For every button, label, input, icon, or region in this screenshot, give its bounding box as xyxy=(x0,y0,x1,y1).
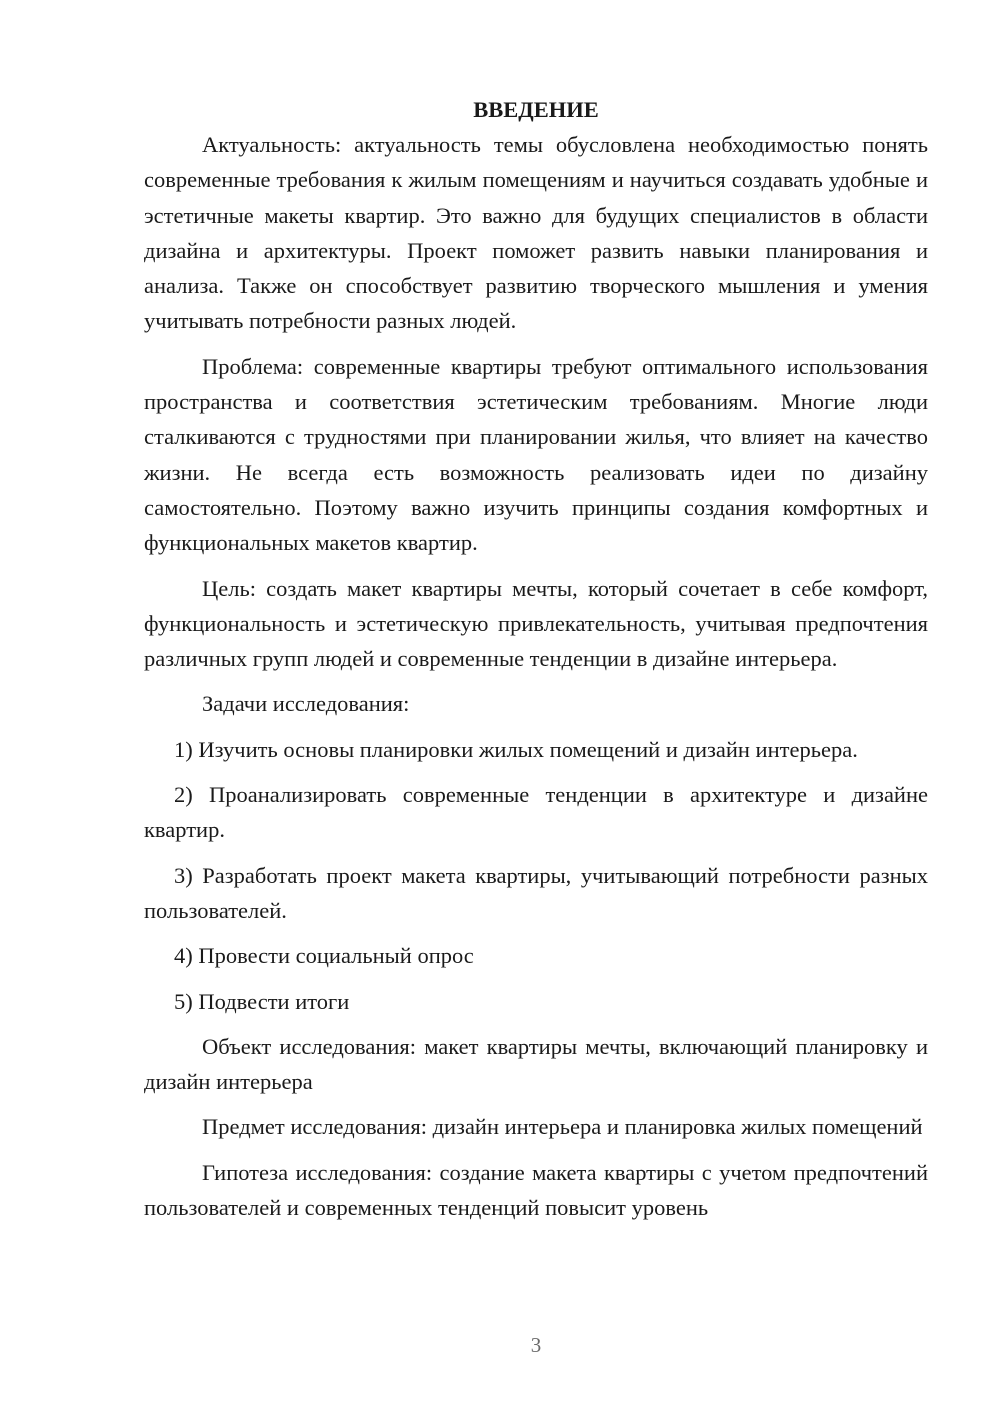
section-title: ВВЕДЕНИЕ xyxy=(473,97,599,122)
page-content xyxy=(144,92,928,1225)
paragraph-problem: Проблема: современные квартиры требуют оптимального использования пространства и соответствия эстетическим требованиям. Многие люди сталкиваются с трудностями при планировании жилья, что влияет на качество жизни. Не всегда есть возможность реализовать идеи по дизайну самостоятельно. Поэтому важно изучить принципы создания комфортных и функциональных макетов квартир. xyxy=(144,353,928,556)
paragraph-tasks-heading: Задачи исследования: xyxy=(202,691,410,717)
task-item-1: 1) Изучить основы планировки жилых помещений и дизайн интерьера. xyxy=(174,736,858,762)
paragraph-object: Объект исследования: макет квартиры мечты, включающий планировку и дизайн интерьера xyxy=(144,1033,928,1095)
paragraph-subject: Предмет исследования: дизайн интерьера и планировка жилых помещений xyxy=(202,1114,923,1140)
task-item-5: 5) Подвести итоги xyxy=(174,988,350,1014)
paragraph-relevance: Актуальность: актуальность темы обусловлена необходимостью понять современные требования к жилым помещениям и научиться создавать удобные и эстетичные макеты квартир. Это важно для будущих специалистов в области дизайна и архитектуры. Проект поможет развить навыки планирования и анализа. Также он способствует развитию творческого мышления и умения учитывать потребности разных людей. xyxy=(144,132,928,334)
task-item-3: 3) Разработать проект макета квартиры, учитывающий потребности разных пользователей. xyxy=(144,862,928,923)
paragraph-goal: Цель: создать макет квартиры мечты, который сочетает в себе комфорт, функциональность и эстетическую привлекательность, учитывая предпочтения различных групп людей и современные тенденции в дизайне интерьера. xyxy=(144,575,928,672)
task-item-4: 4) Провести социальный опрос xyxy=(174,943,474,969)
page-number: 3 xyxy=(530,1333,542,1357)
task-item-2: 2) Проанализировать современные тенденции в архитектуре и дизайне квартир. xyxy=(144,782,928,843)
paragraph-hypothesis: Гипотеза исследования: создание макета квартиры с учетом предпочтений пользователей и современных тенденций повысит уровень xyxy=(144,1159,928,1221)
